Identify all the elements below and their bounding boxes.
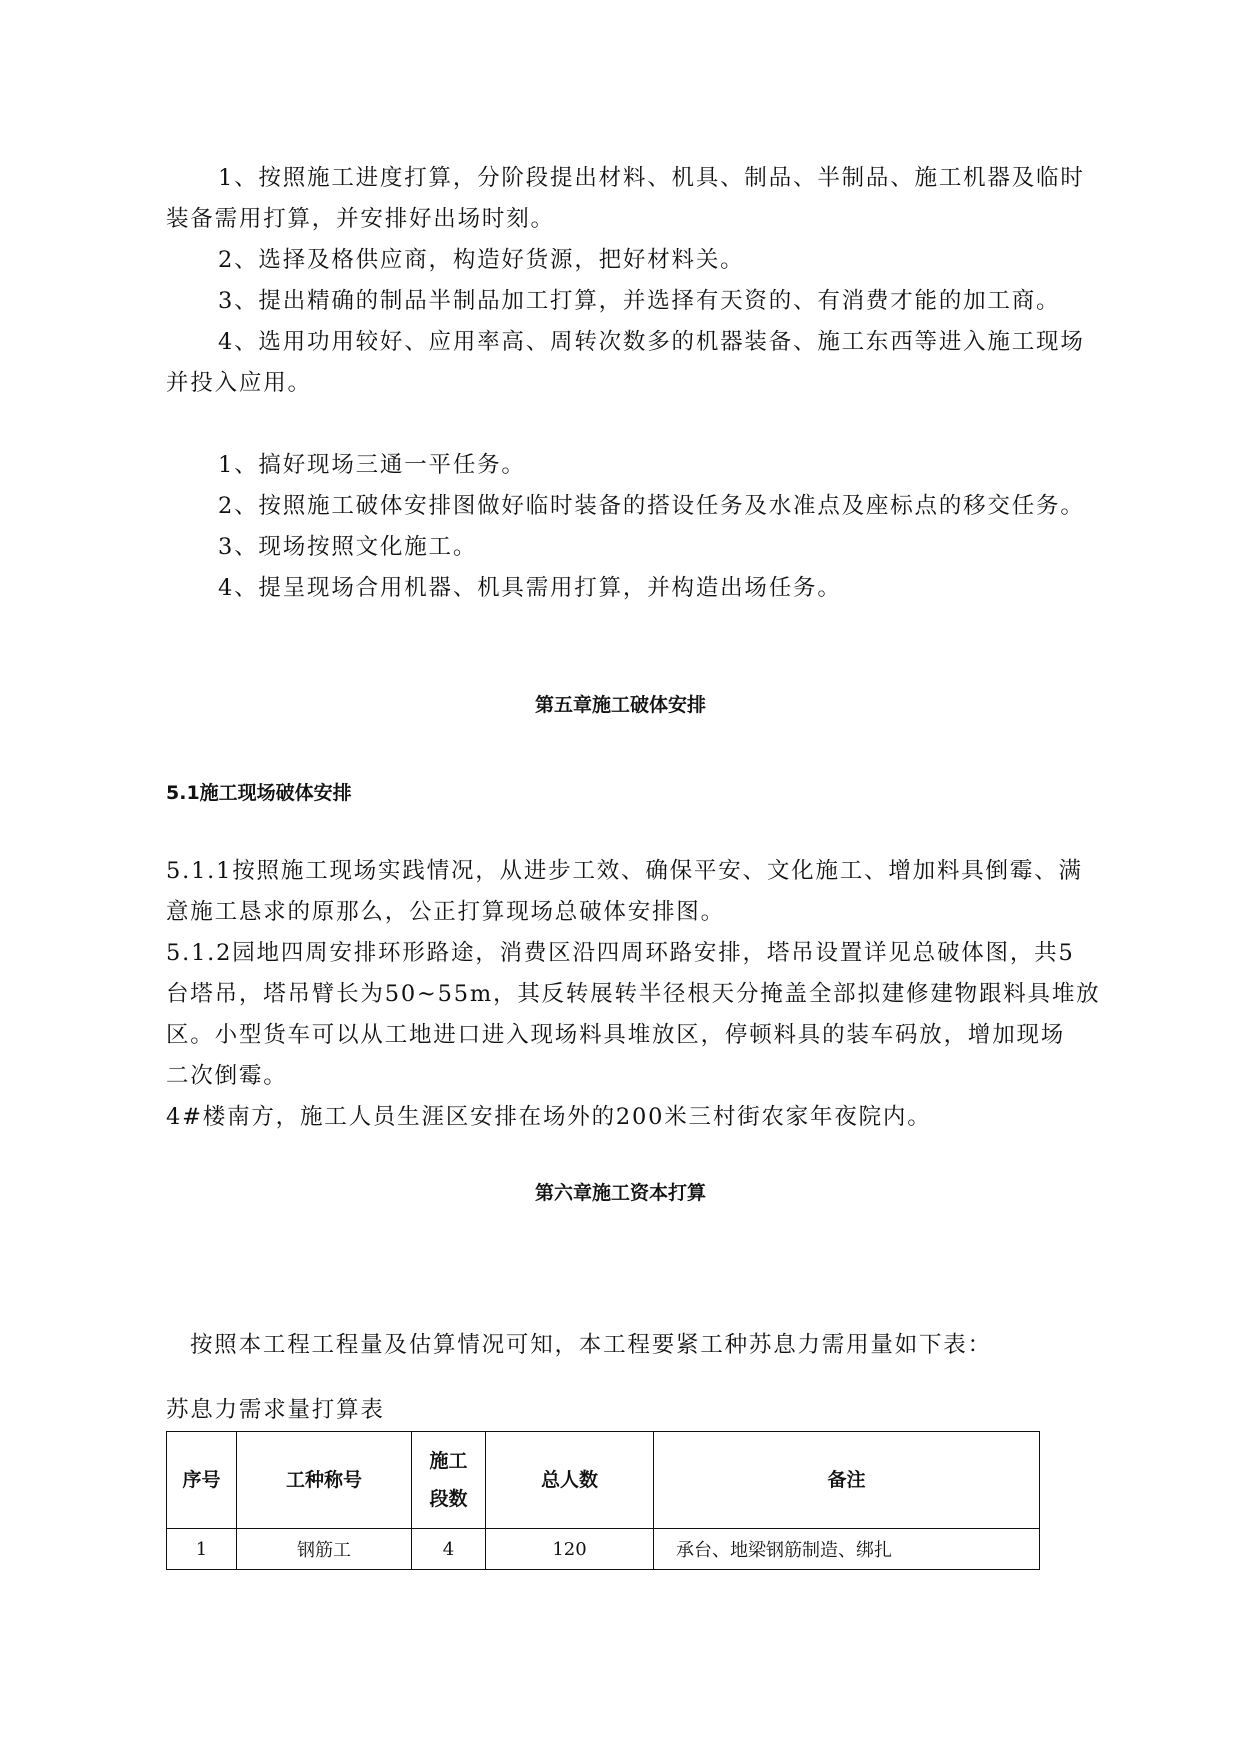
intro-text: 按照本工程工程量及估算情况可知，本工程要紧工种苏息力需用量如下表：	[190, 1332, 992, 1358]
text-line: 3、现场按照文化施工。	[218, 534, 478, 560]
text-line: 并投入应用。	[166, 370, 312, 396]
chapter-title: 第五章施工破体安排	[534, 694, 706, 716]
text-line: 3、提出精确的制品半制品加工打算，并选择有天资的、有消费才能的加工商。	[218, 288, 1061, 314]
table-row	[167, 1529, 1040, 1570]
col-header-no: 序号	[167, 1432, 237, 1529]
cell-trade: 钢筋工	[237, 1529, 412, 1570]
text-line: 1、搞好现场三通一平任务。	[218, 452, 526, 478]
labor-table	[166, 1431, 1040, 1570]
text-line: 5.1.2园地四周安排环形路途，消费区沿四周环路安排，塔吊设置详见总破体图，共5	[166, 940, 1075, 966]
chapter-title: 第六章施工资本打算	[534, 1182, 706, 1204]
text-line: 4、选用功用较好、应用率高、周转次数多的机器装备、施工东西等进入施工现场	[218, 329, 1085, 355]
section-title: 5.1施工现场破体安排	[166, 782, 352, 804]
col-header-stage-line1: 施工	[429, 1450, 468, 1472]
text-line: 二次倒霉。	[166, 1063, 288, 1089]
col-header-total: 总人数	[486, 1432, 654, 1529]
col-header-stage-line2: 段数	[429, 1488, 468, 1510]
cell-total: 120	[486, 1529, 654, 1570]
text-line: 4#楼南方，施工人员生涯区安排在场外的200米三村街农家年夜院内。	[166, 1104, 932, 1130]
col-header-stage	[412, 1432, 486, 1529]
table-caption: 苏息力需求量打算表	[166, 1397, 385, 1423]
text-line: 装备需用打算，并安排好出场时刻。	[166, 206, 555, 232]
text-line: 2、按照施工破体安排图做好临时装备的搭设任务及水准点及座标点的移交任务。	[218, 493, 1085, 519]
col-header-remark: 备注	[654, 1432, 1040, 1529]
cell-no: 1	[167, 1529, 237, 1570]
text-line: 区。小型货车可以从工地进口进入现场料具堆放区，停顿料具的装车码放，增加现场	[166, 1022, 1066, 1048]
text-line: 台塔吊，塔吊臂长为50~55m，其反转展转半径根天分掩盖全部拟建修建物跟料具堆放	[166, 981, 1101, 1007]
text-line: 5.1.1按照施工现场实践情况，从进步工效、确保平安、文化施工、增加料具倒霉、满	[166, 858, 1083, 884]
table-header-row	[167, 1432, 1040, 1529]
text-line: 4、提呈现场合用机器、机具需用打算，并构造出场任务。	[218, 575, 842, 601]
text-line: 2、选择及格供应商，构造好货源，把好材料关。	[218, 247, 745, 273]
col-header-trade: 工种称号	[237, 1432, 412, 1529]
cell-stage: 4	[412, 1529, 486, 1570]
cell-remark: 承台、地梁钢筋制造、绑扎	[654, 1529, 1040, 1570]
text-line: 意施工恳求的原那么，公正打算现场总破体安排图。	[166, 899, 725, 925]
text-line: 1、按照施工进度打算，分阶段提出材料、机具、制品、半制品、施工机器及临时	[218, 165, 1085, 191]
